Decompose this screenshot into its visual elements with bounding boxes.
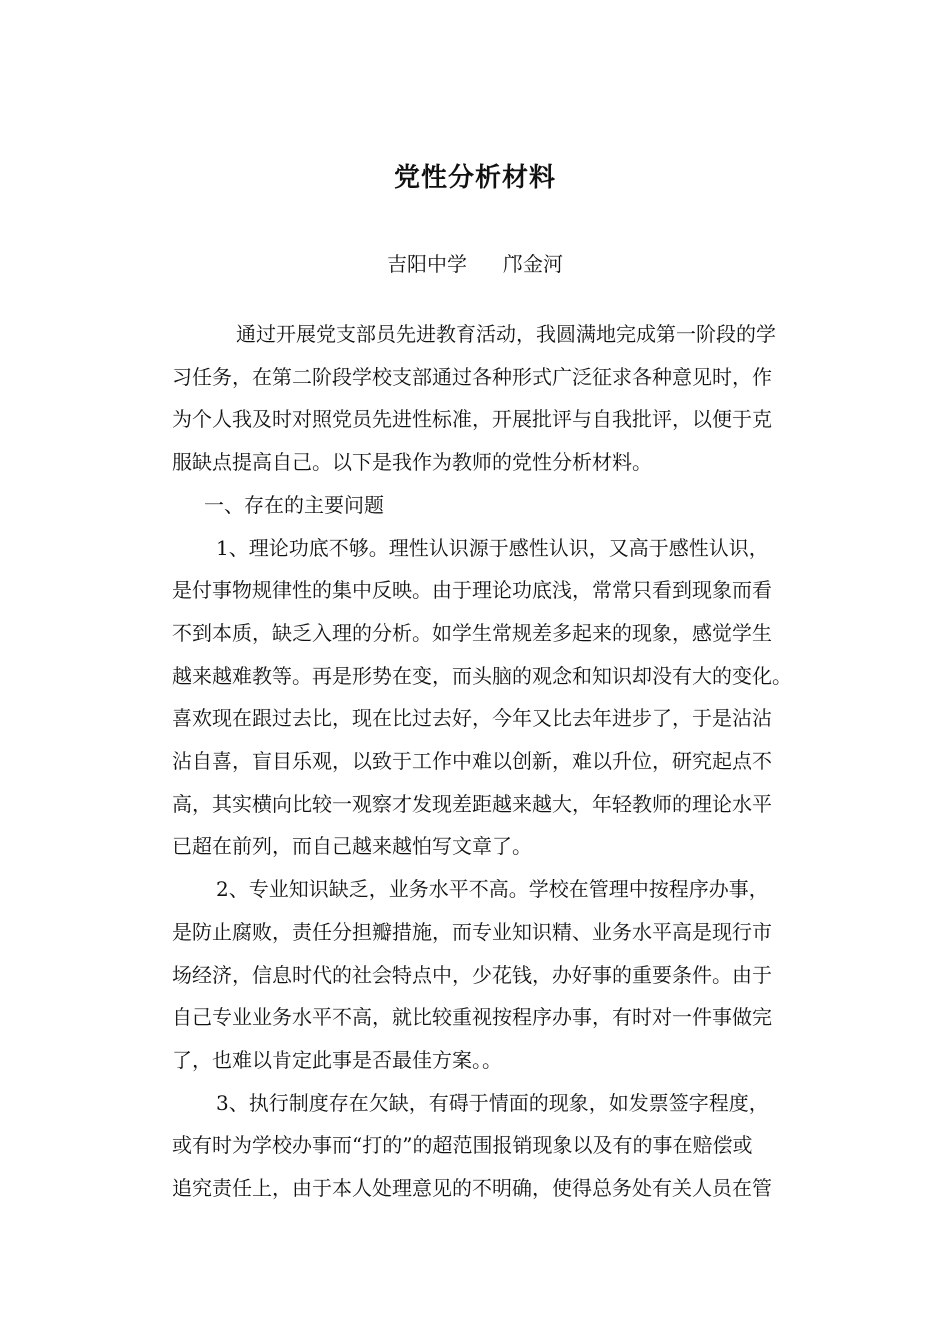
author-name: 邝金河: [503, 252, 563, 276]
body-line: 场经济，信息时代的社会特点中，少花钱，办好事的重要条件。由于: [172, 962, 772, 987]
body-line: 沾自喜，盲目乐观，以致于工作中难以创新，难以升位，研究起点不: [172, 749, 772, 773]
body-line: 喜欢现在跟过去比，现在比过去好，今年又比去年进步了，于是沾沾: [172, 706, 772, 731]
body-line: 是付事物规律性的集中反映。由于理论功底浅，常常只看到现象而看: [172, 578, 772, 603]
body-line: 习任务，在第二阶段学校支部通过各种形式广泛征求各种意见时，作: [172, 364, 772, 389]
body-line: 是防止腐败，责任分担瓣措施，而专业知识精、业务水平高是现行市: [172, 919, 772, 944]
body-line: 高，其实横向比较一观察才发现差距越来越大，年轻教师的理论水平: [172, 791, 772, 816]
body-line: 服缺点提高自己。以下是我作为教师的党性分析材料。: [172, 450, 652, 475]
byline: [0, 244, 950, 284]
body-line: 不到本质，缺乏入理的分析。如学生常规差多起来的现象，感觉学生: [172, 620, 772, 645]
body-line: 1、理论功底不够。理性认识源于感性认识，又高于感性认识，: [216, 535, 769, 560]
body-line: 或有时为学校办事而“打的”的超范围报销现象以及有的事在赔偿或: [172, 1133, 753, 1158]
school-name: 吉阳中学: [387, 252, 467, 276]
body-line: 越来越难教等。再是形势在变，而头脑的观念和知识却没有大的变化。: [172, 663, 792, 688]
body-line: 3、执行制度存在欠缺，有碍于情面的现象，如发票签字程度，: [216, 1090, 769, 1115]
body-line: 2、专业知识缺乏，业务水平不高。学校在管理中按程序办事，: [216, 877, 769, 902]
body-line: 了，也难以肯定此事是否最佳方案。。: [172, 1047, 502, 1072]
body-line: 一、存在的主要问题: [204, 492, 384, 517]
body-line: 通过开展党支部员先进教育活动，我圆满地完成第一阶段的学: [236, 322, 776, 346]
body-line: 已超在前列，而自己越来越怕写文章了。: [172, 834, 532, 859]
body-line: 自己专业业务水平不高，就比较重视按程序办事，有时对一件事做完: [172, 1005, 772, 1030]
document-title: 党性分析材料: [393, 163, 556, 193]
body-line: 为个人我及时对照党员先进性标准，开展批评与自我批评，以便于克: [172, 407, 772, 432]
body-line: 追究责任上，由于本人处理意见的不明确，使得总务处有关人员在管: [172, 1176, 772, 1200]
